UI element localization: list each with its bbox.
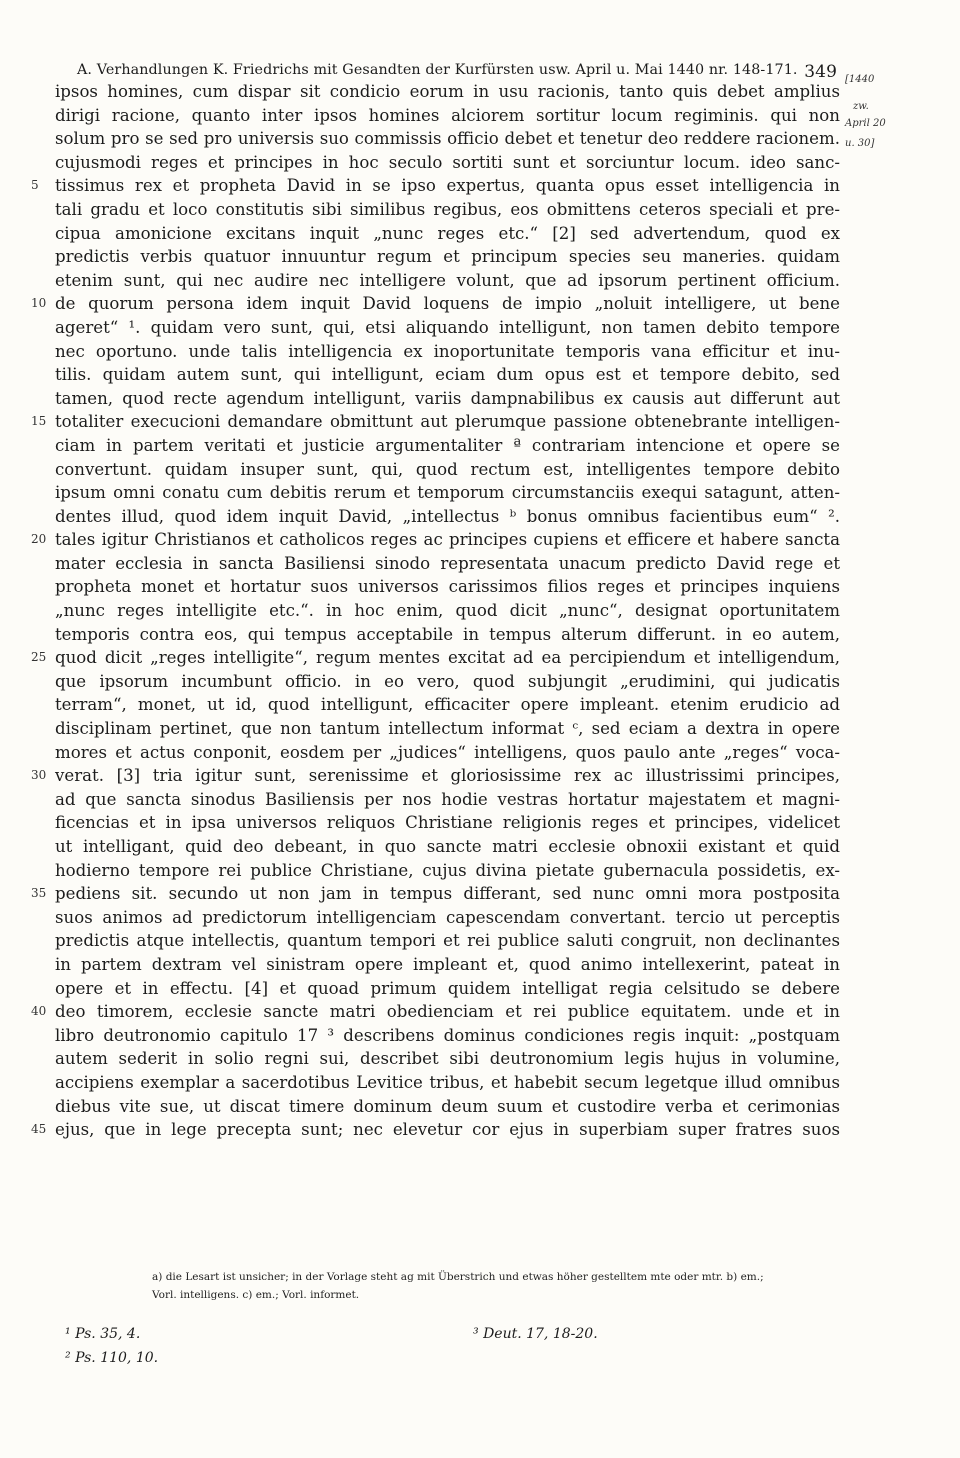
margin-note-zw: zw. <box>853 101 869 112</box>
line-number: 30 <box>31 768 47 783</box>
text-line: propheta monet et hortatur suos universos carissimos filios reges et principes inquiens <box>55 577 840 597</box>
text-line: dirigi racione, quanto inter ipsos homines alciorem sortitur locum regiminis. qui non <box>55 105 840 125</box>
text-line: ficencias et in ipsa universos reliquos Christiane religionis reges et principes, videlicet <box>55 813 840 833</box>
text-line <box>31 174 840 198</box>
line-content: de quorum persona idem inquit David loquens de impio „noluit intelligere, ut bene <box>55 294 840 314</box>
text-line <box>31 1118 840 1142</box>
text-line: tali gradu et loco constitutis sibi similibus regibus, eos obmittens ceteros speciali et pre- <box>55 199 840 219</box>
text-line: ageret“ ¹. quidam vero sunt, qui, etsi aliquando intelligunt, non tamen debito tempore <box>55 317 840 337</box>
text-line: „nunc reges intelligite etc.“. in hoc enim, quod dicit „nunc“, designat oportunitatem <box>55 601 840 621</box>
text-line: diebus vite sue, ut discat timere dominum deum suum et custodire verba et cerimonias <box>55 1096 840 1116</box>
text-line: etenim sunt, qui nec audire nec intelligere volunt, que ad ipsorum pertinent officium. <box>55 270 840 290</box>
text-line: que ipsorum incumbunt officio. in eo vero, quod subjungit „erudimini, qui judicatis <box>55 671 840 691</box>
text-line: cipua amonicione excitans inquit „nunc reges etc.“ [2] sed advertendum, quod ex <box>55 223 840 243</box>
text-line: cujusmodi reges et principes in hoc seculo sortiti sunt et sorciuntur locum. ideo sanc- <box>55 152 840 172</box>
text-line: ciam in partem veritati et justicie argumentaliter ª contrariam intencione et opere se <box>55 435 840 455</box>
text-line: ut intelligant, quid deo debeant, in quo sancte matri ecclesie obnoxii existant et quid <box>55 837 840 856</box>
text-line <box>31 528 840 552</box>
text-line <box>31 646 840 670</box>
text-line: mater ecclesia in sancta Basiliensi sinodo representata unacum predicto David rege et <box>55 553 840 573</box>
text-line: in partem dextram vel sinistram opere impleant et, quod animo intellexerint, pateat in <box>55 954 840 974</box>
margin-note-year: [1440 <box>845 74 875 85</box>
line-number: 40 <box>31 1004 47 1019</box>
footnote-1: ¹ Ps. 35, 4. <box>65 1326 141 1342</box>
line-number: 35 <box>31 886 47 901</box>
text-line: hodierno tempore rei publice Christiane, cujus divina pietate gubernacula possidetis, ex- <box>55 860 840 880</box>
text-line <box>31 292 840 316</box>
line-content: verat. [3] tria igitur sunt, serenissime et gloriosissime rex ac illustrissimi principes, <box>55 766 840 786</box>
line-number: 5 <box>31 178 39 193</box>
margin-note-date-end: u. 30] <box>845 138 875 149</box>
margin-note-date: April 20 <box>845 118 886 129</box>
text-line: predictis verbis quatuor innuuntur regum et principum species seu maneries. quidam <box>55 247 840 267</box>
line-content: tales igitur Christianos et catholicos reges ac principes cupiens et efficere et habere sancta <box>55 530 840 550</box>
text-line <box>31 1000 840 1024</box>
text-line: terram“, monet, ut id, quod intelligunt, efficaciter opere impleant. etenim erudicio ad <box>55 695 840 715</box>
running-title: A. Verhandlungen K. Friedrichs mit Gesandten der Kurfürsten usw. April u. Mai 1440 nr. 148-171. <box>77 62 798 78</box>
line-content: deo timorem, ecclesie sancte matri obedienciam et rei publice equitatem. unde et in <box>55 1002 840 1022</box>
text-line: solum pro se sed pro universis suo commissis officio debet et tenetur deo reddere racionem. <box>55 129 840 149</box>
text-line: ipsos homines, cum dispar sit condicio eorum in usu racionis, tanto quis debet amplius <box>55 82 840 101</box>
text-line: ad que sancta sinodus Basiliensis per nos hodie vestras hortatur majestatem et magni- <box>55 789 840 809</box>
text-line: mores et actus conponit, eosdem per „judices“ intelligens, quos paulo ante „reges“ voca- <box>55 742 840 762</box>
text-line: convertunt. quidam insuper sunt, qui, quod rectum est, intelligentes tempore debito <box>55 459 840 479</box>
apparatus-line: a) die Lesart ist unsicher; in der Vorlage steht ag mit Überstrich und etwas höher gestelltem mte oder mtr. b) em.; <box>152 1271 764 1283</box>
text-line: ipsum omni conatu cum debitis rerum et temporum circumstanciis exequi satagunt, atten- <box>55 483 840 503</box>
apparatus-line: Vorl. intelligens. c) em.; Vorl. informet. <box>152 1289 360 1301</box>
text-line <box>31 882 840 906</box>
page-number: 349 <box>804 62 837 82</box>
body-text <box>31 80 840 1142</box>
text-line <box>31 764 840 788</box>
text-line: temporis contra eos, qui tempus acceptabile in tempus alterum differunt. in eo autem, <box>55 624 840 644</box>
text-line: accipiens exemplar a sacerdotibus Levitice tribus, et habebit secum legetque illud omnibus <box>55 1072 840 1092</box>
line-number: 15 <box>31 414 47 429</box>
line-content: pediens sit. secundo ut non jam in tempus differant, sed nunc omni mora postposita <box>55 884 840 904</box>
text-line: tamen, quod recte agendum intelligunt, variis dampnabilibus ex causis aut differunt aut <box>55 388 840 408</box>
text-line: autem sederit in solio regni sui, describet sibi deutronomium legis hujus in volumine, <box>55 1049 840 1069</box>
text-line: libro deutronomio capitulo 17 ³ describens dominus condiciones regis inquit: „postquam <box>55 1025 840 1045</box>
line-number: 10 <box>31 296 47 311</box>
text-line: tilis. quidam autem sunt, qui intelligunt, eciam dum opus est et tempore debito, sed <box>55 365 840 385</box>
text-line: opere et in effectu. [4] et quoad primum quidem intelligat regia celsitudo se debere <box>55 978 840 998</box>
critical-apparatus <box>152 1268 842 1304</box>
text-line <box>31 410 840 434</box>
line-content: ejus, que in lege precepta sunt; nec elevetur cor ejus in superbiam super fratres suos <box>55 1120 840 1140</box>
line-content: totaliter execucioni demandare obmittunt aut plerumque passione obtenebrante intelligen- <box>55 412 840 432</box>
text-line: disciplinam pertinet, que non tantum intellectum informat ᶜ, sed eciam a dextra in opere <box>55 719 840 739</box>
text-line: nec oportuno. unde talis intelligencia ex inoportunitate temporis vana efficitur et inu- <box>55 341 840 361</box>
footnote-3: ³ Deut. 17, 18-20. <box>473 1326 598 1342</box>
line-number: 45 <box>31 1122 47 1137</box>
line-number: 20 <box>31 532 47 547</box>
text-line: dentes illud, quod idem inquit David, „intellectus ᵇ bonus omnibus facientibus eum“ ². <box>55 506 840 526</box>
line-content: quod dicit „reges intelligite“, regum mentes excitat ad ea percipiendum et intelligendum, <box>55 648 840 668</box>
line-content: tissimus rex et propheta David in se ipso expertus, quanta opus esset intelligencia in <box>55 176 840 196</box>
text-line: predictis atque intellectis, quantum tempori et rei publice saluti congruit, non declinantes <box>55 931 840 951</box>
text-line: suos animos ad predictorum intelligenciam capescendam convertant. tercio ut perceptis <box>55 907 840 927</box>
footnote-2: ² Ps. 110, 10. <box>65 1350 159 1366</box>
running-header <box>77 62 837 82</box>
line-number: 25 <box>31 650 47 665</box>
